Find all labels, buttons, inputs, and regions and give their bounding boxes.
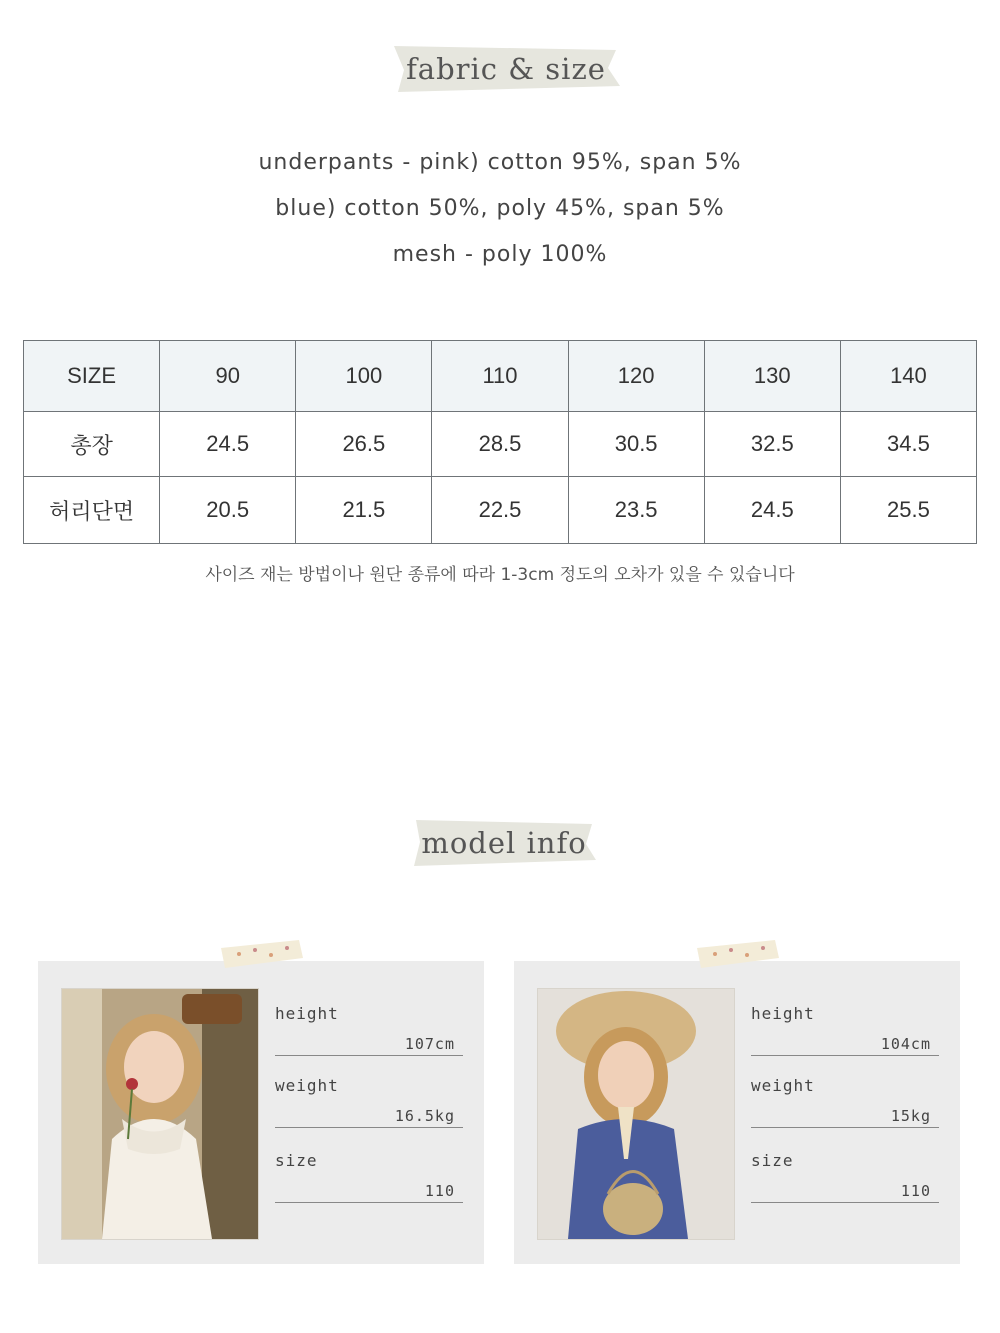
table-cell: 22.5 [432, 477, 568, 544]
table-cell: 23.5 [568, 477, 704, 544]
table-cell: 25.5 [840, 477, 976, 544]
size-value: 110 [275, 1182, 463, 1203]
size-label: size [751, 1151, 794, 1170]
fabric-composition [0, 140, 1000, 278]
model-card-2 [514, 961, 960, 1264]
height-label: height [275, 1004, 339, 1023]
fabric-size-title: fabric & size [390, 40, 622, 98]
size-value: 110 [751, 1182, 939, 1203]
girl-in-blue-dress-photo [538, 989, 734, 1239]
model-info-1 [275, 961, 463, 1264]
table-cell: 21.5 [296, 477, 432, 544]
height-value: 104cm [751, 1035, 939, 1056]
model-info-title: model info [410, 814, 598, 872]
table-cell: 34.5 [840, 412, 976, 477]
weight-block [275, 1076, 463, 1128]
weight-label: weight [275, 1076, 339, 1095]
row-label: 허리단면 [24, 477, 160, 544]
header-cell: 90 [160, 341, 296, 412]
floral-washi-tape-icon [697, 940, 779, 968]
size-note: 사이즈 재는 방법이나 원단 종류에 따라 1-3cm 정도의 오차가 있을 수 있습니다 [205, 565, 795, 585]
height-value: 107cm [275, 1035, 463, 1056]
model-card-1 [38, 961, 484, 1264]
size-block [751, 1151, 939, 1203]
header-cell: 100 [296, 341, 432, 412]
weight-value: 15kg [751, 1107, 939, 1128]
girl-in-white-dress-photo [62, 989, 258, 1239]
size-label: size [275, 1151, 318, 1170]
size-table-header [24, 341, 977, 412]
table-cell: 28.5 [432, 412, 568, 477]
model-info-2 [751, 961, 939, 1264]
height-label: height [751, 1004, 815, 1023]
model-photo-2 [537, 988, 735, 1240]
table-cell: 24.5 [160, 412, 296, 477]
header-cell: 140 [840, 341, 976, 412]
fabric-line-blue: blue) cotton 50%, poly 45%, span 5% [275, 196, 725, 221]
weight-value: 16.5kg [275, 1107, 463, 1128]
weight-label: weight [751, 1076, 815, 1095]
table-cell: 30.5 [568, 412, 704, 477]
row-label: 총장 [24, 412, 160, 477]
size-block [275, 1151, 463, 1203]
height-block [751, 1004, 939, 1056]
fabric-line-mesh: mesh - poly 100% [392, 242, 608, 267]
size-table [23, 340, 977, 544]
header-cell: SIZE [24, 341, 160, 412]
table-cell: 24.5 [704, 477, 840, 544]
table-cell: 26.5 [296, 412, 432, 477]
table-row [24, 477, 977, 544]
table-row [24, 412, 977, 477]
floral-washi-tape-icon [221, 940, 303, 968]
table-cell: 32.5 [704, 412, 840, 477]
weight-block [751, 1076, 939, 1128]
height-block [275, 1004, 463, 1056]
model-photo-1 [61, 988, 259, 1240]
header-cell: 110 [432, 341, 568, 412]
header-cell: 120 [568, 341, 704, 412]
table-cell: 20.5 [160, 477, 296, 544]
fabric-line-underpants: underpants - pink) cotton 95%, span 5% [258, 150, 742, 175]
header-cell: 130 [704, 341, 840, 412]
